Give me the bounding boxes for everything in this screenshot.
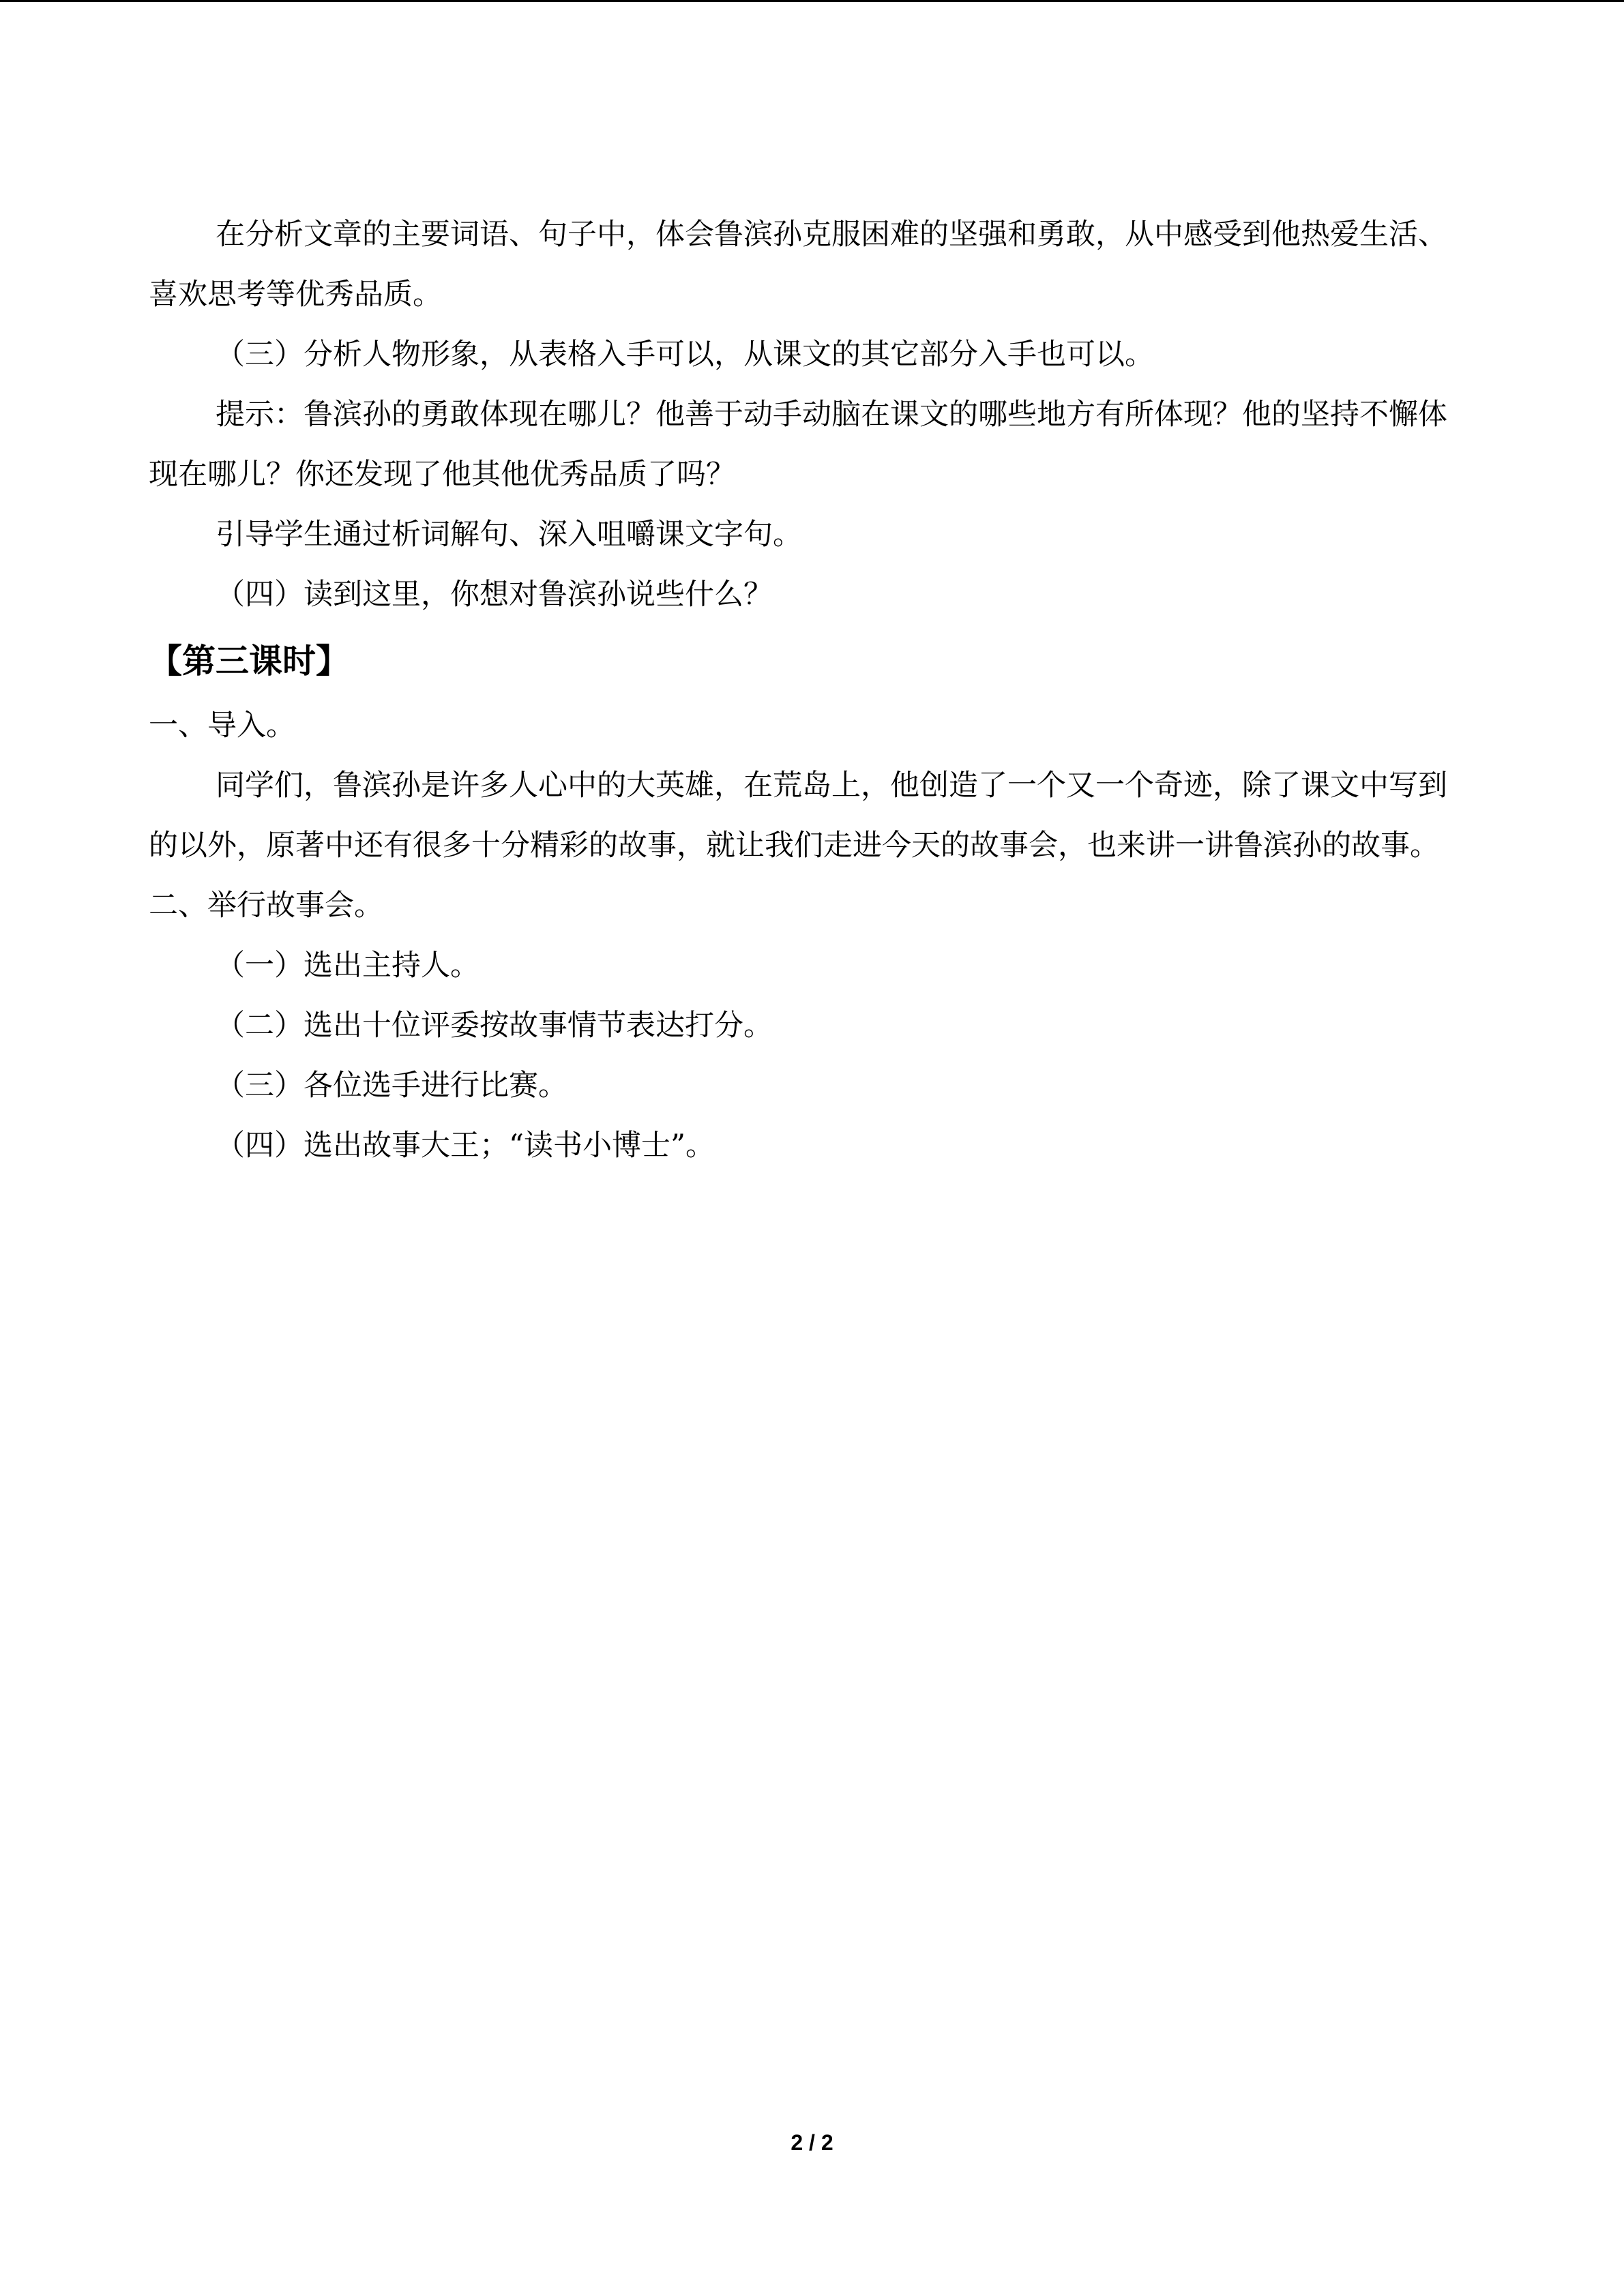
top-border-line (0, 0, 1624, 2)
page-number: 2 / 2 (791, 2130, 833, 2155)
section2-item: （四）选出故事大王；“读书小博士”。 (216, 1129, 715, 1163)
section2-title: 二、举行故事会。 (149, 889, 383, 923)
section-heading: 【第三课时】 (149, 642, 350, 681)
paragraph-step-four: （四）读到这里，你想对鲁滨孙说些什么？ (216, 578, 773, 612)
document-body (149, 205, 1458, 1176)
paragraph-hint: 提示：鲁滨孙的勇敢体现在哪儿？他善于动手动脑在课文的哪些地方有所体现？他的坚持不懈体现在哪儿？你还发现了他其他优秀品质了吗？ (149, 398, 1447, 492)
section2-item: （二）选出十位评委按故事情节表达打分。 (216, 1009, 773, 1043)
paragraph-step-three: （三）分析人物形象，从表格入手可以，从课文的其它部分入手也可以。 (216, 338, 1154, 372)
paragraph-analysis: 在分析文章的主要词语、句子中，体会鲁滨孙克服困难的坚强和勇敢，从中感受到他热爱生活、喜欢思考等优秀品质。 (149, 218, 1447, 312)
section2-item: （一）选出主持人。 (216, 949, 479, 983)
section1-title: 一、导入。 (149, 709, 295, 743)
section2-item: （三）各位选手进行比赛。 (216, 1069, 567, 1103)
section1-body: 同学们，鲁滨孙是许多人心中的大英雄，在荒岛上，他创造了一个又一个奇迹，除了课文中写到的以外，原著中还有很多十分精彩的故事，就让我们走进今天的故事会，也来讲一讲鲁滨孙的故事。 (149, 769, 1447, 863)
paragraph-guide: 引导学生通过析词解句、深入咀嚼课文字句。 (216, 518, 802, 552)
